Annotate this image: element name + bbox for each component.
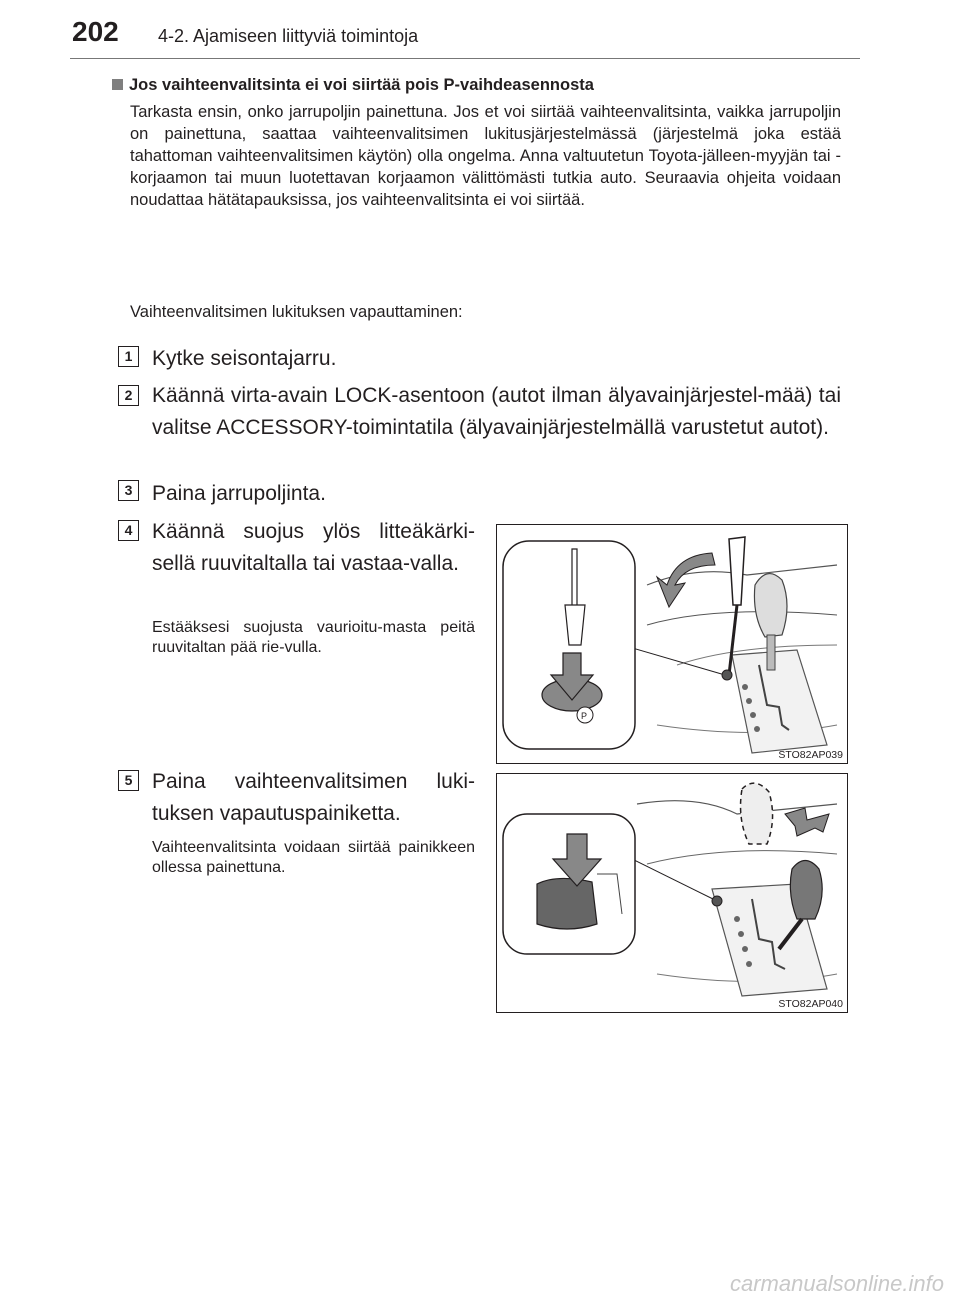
- step-3-text: Paina jarrupoljinta.: [152, 482, 326, 505]
- header-divider: [70, 58, 860, 59]
- figure-2-label: STO82AP040: [778, 998, 843, 1010]
- figure-release-button: [496, 773, 848, 1013]
- page-number: 202: [72, 16, 119, 47]
- release-button-illustration: [497, 774, 847, 1012]
- step-5-text: Paina vaihteenvalitsimen luki-tuksen vapautuspainiketta.: [152, 770, 475, 825]
- step-number-1: 1: [118, 346, 139, 367]
- svg-text:P: P: [581, 711, 588, 721]
- chapter-title: 4-2. Ajamiseen liittyviä toimintoja: [158, 26, 419, 46]
- release-intro: Vaihteenvalitsimen lukituksen vapauttaminen:: [130, 303, 463, 321]
- page-header: [0, 0, 960, 60]
- step-4-text: Käännä suojus ylös litteäkärki-sellä ruuvitaltalla tai vastaa-valla.: [152, 520, 475, 575]
- step-4-note: Estääksesi suojusta vaurioitu-masta peitä ruuvitaltan pää rie-vulla.: [152, 619, 475, 656]
- section-title-text: Jos vaihteenvalitsinta ei voi siirtää pois P-vaihdeasennosta: [129, 76, 594, 94]
- intro-paragraph: Tarkasta ensin, onko jarrupoljin painettuna. Jos et voi siirtää vaihteenvalitsinta, vaikka jarrupoljin on painettuna, saattaa vaihteenvalitsimen lukitusjärjestelmässä (järjestelmä joka estää tahattoman vaihteenvalitsimen käytön) olla ongelma. Anna valtuutetun Toyota-jälleen-myyjän tai -korjaamon tai muun luotettavan korjaamon välittömästi tutkia auto. Seuraavia ohjeita voidaan noudattaa hätätapauksissa, jos vaihteenvalitsinta ei voi siirtää.: [130, 103, 841, 209]
- step-number-3: 3: [118, 480, 139, 501]
- watermark: carmanualsonline.info: [729, 1271, 944, 1296]
- step-number-2: 2: [118, 385, 139, 406]
- figure-screwdriver-cover: [496, 524, 848, 764]
- step-5-note: Vaihteenvalitsinta voidaan siirtää painikkeen ollessa painettuna.: [152, 839, 475, 876]
- square-bullet-icon: [112, 79, 123, 90]
- step-number-5: 5: [118, 770, 139, 791]
- step-2-text: Käännä virta-avain LOCK-asentoon (autot ilman älyavainjärjestel-mää) tai valitse ACCESSORY-toimintatila (älyavainjärjestelmällä varustetut autot).: [152, 384, 841, 439]
- section-heading: [112, 76, 594, 95]
- figure-1-label: STO82AP039: [778, 749, 843, 761]
- step-number-4: 4: [118, 520, 139, 541]
- step-1-text: Kytke seisontajarru.: [152, 347, 337, 370]
- screwdriver-illustration: [497, 525, 847, 763]
